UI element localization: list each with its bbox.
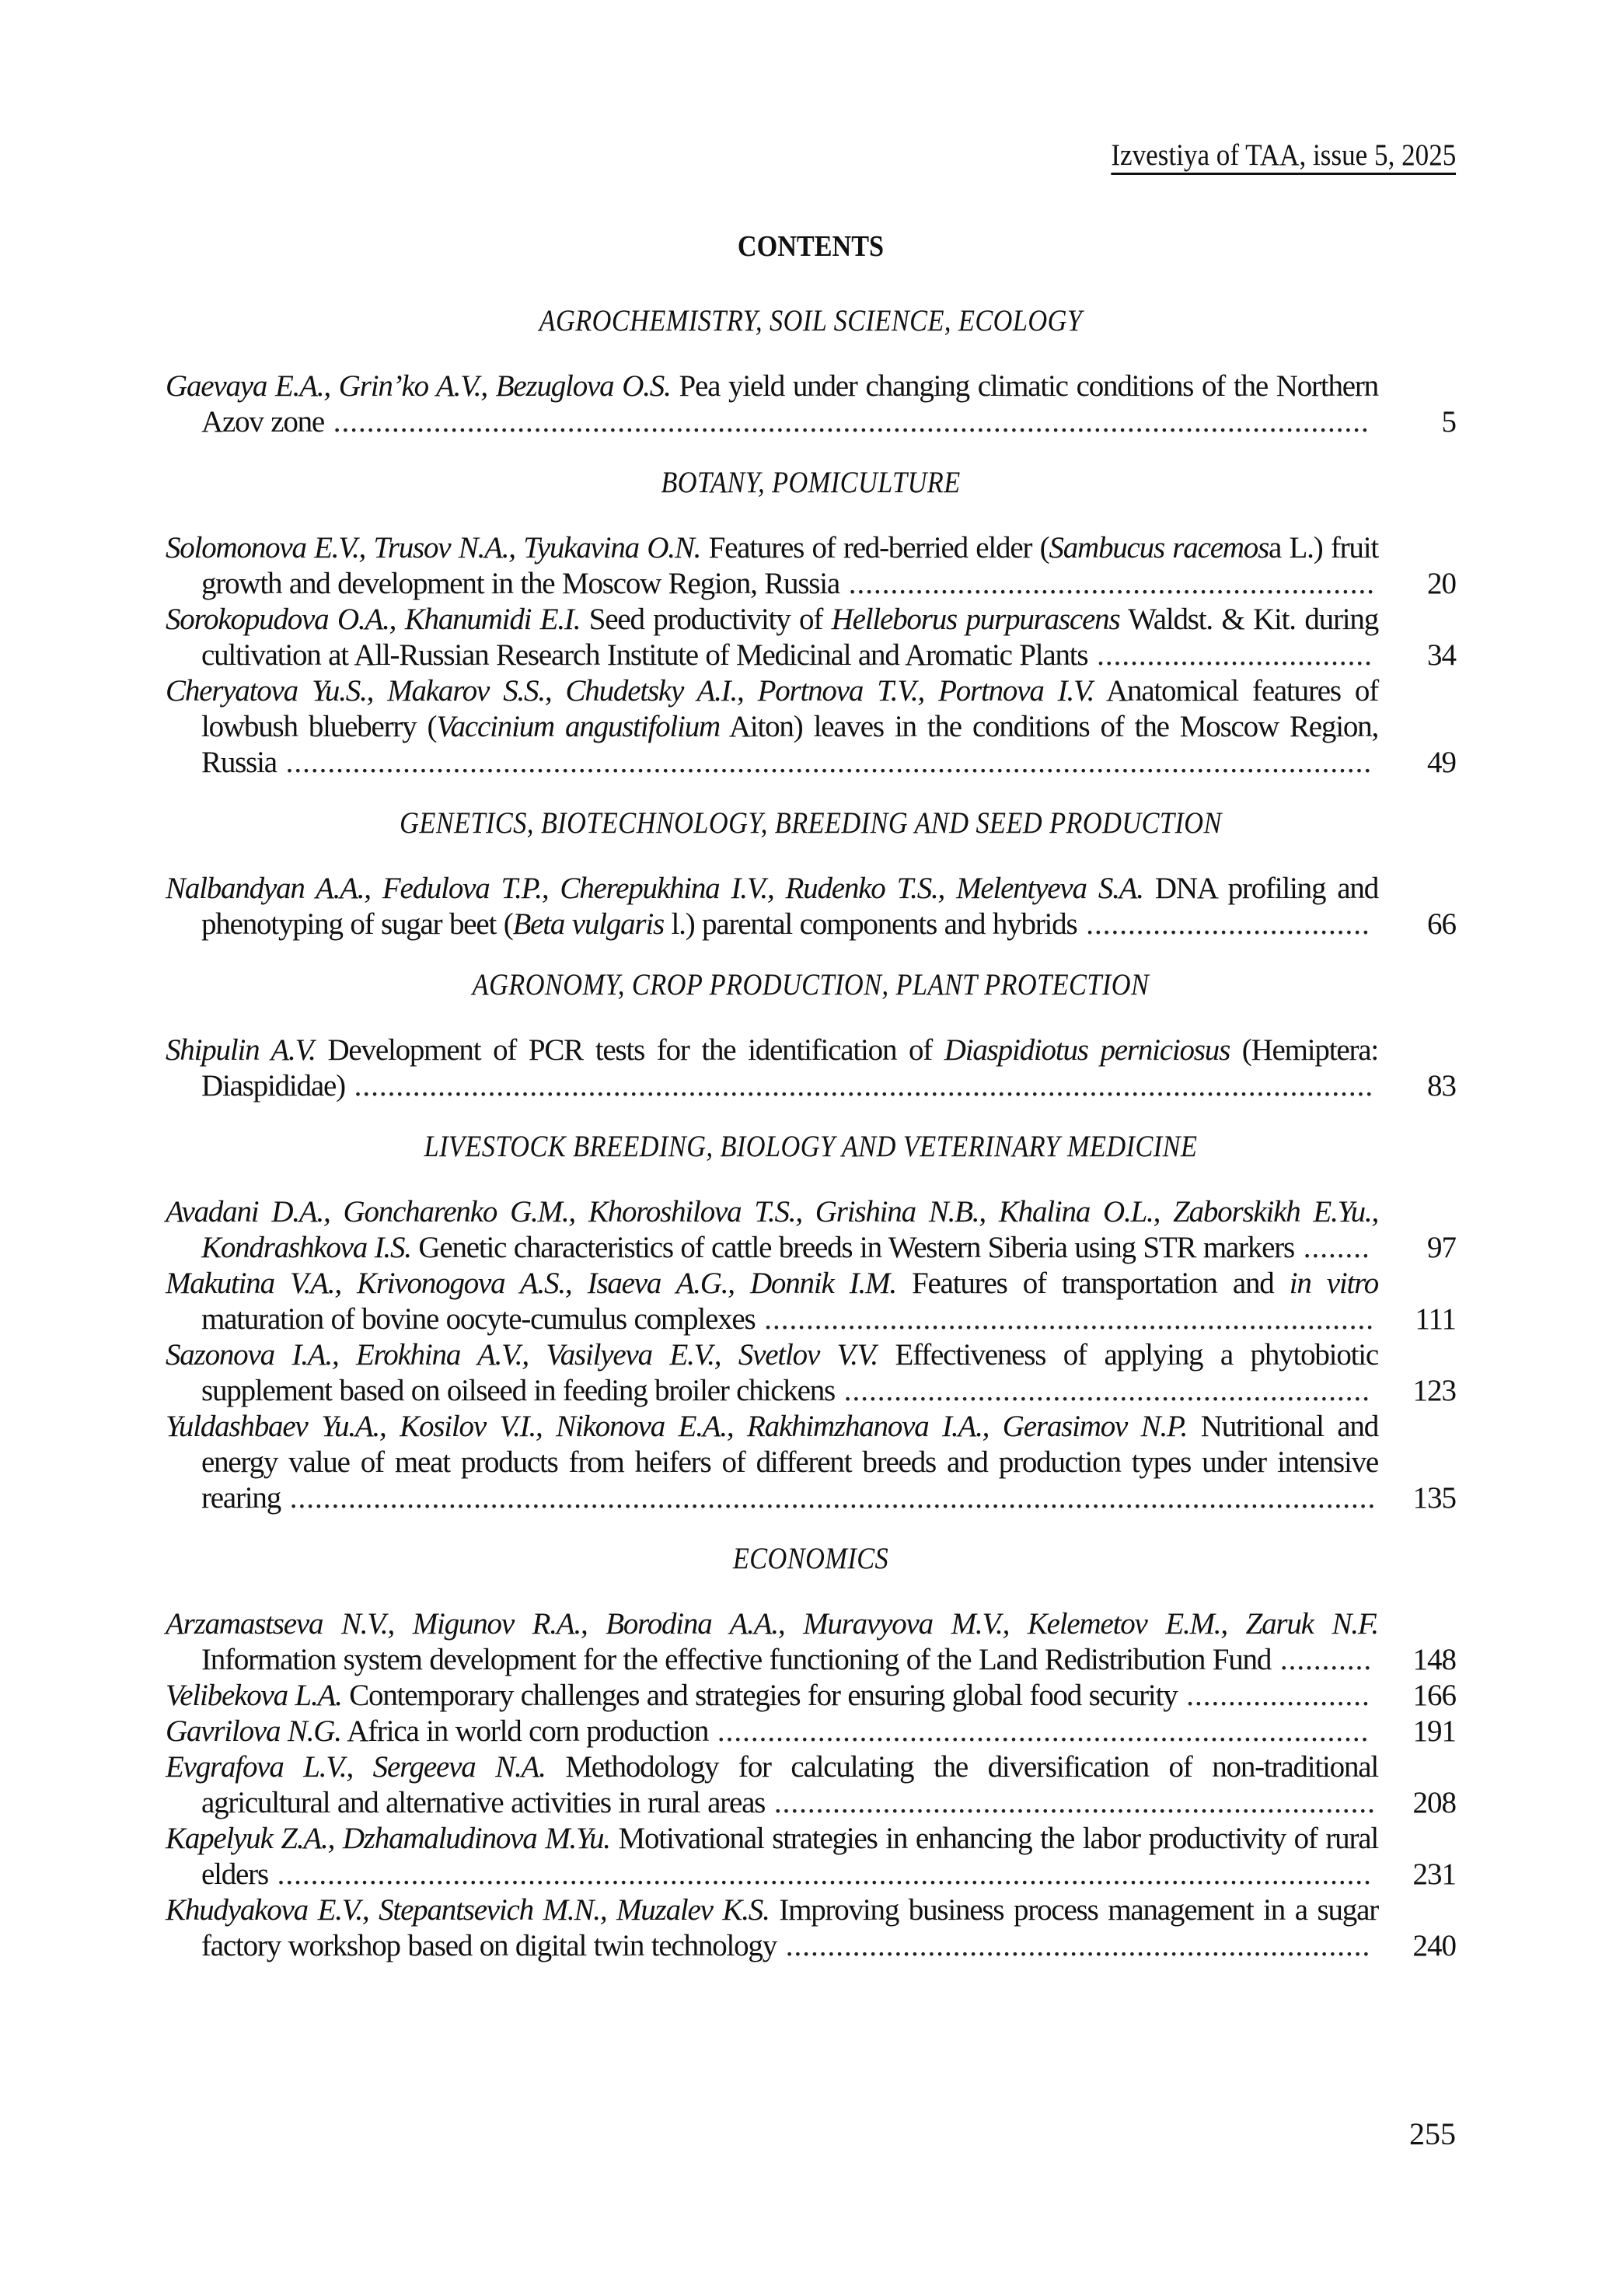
entry-page-number: 83 bbox=[1427, 1069, 1456, 1103]
entry-title-segment: Improving business process management in a sugar factory workshop based on digital twin technology bbox=[201, 1893, 1378, 1962]
dot-leader: .......................................................................................................................... bbox=[344, 1069, 1374, 1103]
toc-section bbox=[166, 1541, 1456, 1964]
toc-entry[interactable] bbox=[166, 1749, 1456, 1821]
entry-title bbox=[166, 1194, 1378, 1266]
dot-leader: ................................................................................................................................... bbox=[267, 1857, 1372, 1891]
entry-title-segment: Methodology for calculating the diversification of non-traditional agricultural and alternative activities in rural areas bbox=[201, 1750, 1379, 1819]
entry-title-segment: Sambucus racemos bbox=[1049, 531, 1269, 564]
entry-page-number: 231 bbox=[1412, 1857, 1456, 1891]
dot-leader: ...................................................................... bbox=[777, 1929, 1371, 1962]
page-number: 255 bbox=[1409, 2116, 1456, 2151]
section-heading: BOTANY, POMICULTURE bbox=[661, 466, 961, 499]
entry-title-segment: (Hemiptera: Diaspididae) bbox=[201, 1033, 1379, 1103]
entry-page-number: 240 bbox=[1412, 1929, 1456, 1962]
entry-authors: Kapelyuk Z.A., Dzhamaludinova M.Yu. bbox=[166, 1822, 610, 1855]
toc-entry[interactable] bbox=[166, 1714, 1456, 1749]
entry-title-segment: a L.) fruit growth and development in the Moscow Region, Russia bbox=[201, 531, 1378, 600]
table-of-contents bbox=[166, 303, 1456, 1989]
toc-entry[interactable] bbox=[166, 530, 1456, 602]
toc-entry[interactable] bbox=[166, 1678, 1456, 1714]
entry-title-segment: Beta vulgaris bbox=[512, 907, 664, 941]
dot-leader: ........ bbox=[1294, 1231, 1370, 1264]
entry-page-number: 191 bbox=[1412, 1714, 1456, 1748]
entry-authors: Nalbandyan A.A., Fedulova T.P., Cherepukhina I.V., Rudenko T.S., Melentyeva S.A. bbox=[166, 872, 1143, 905]
entry-title-segment: Motivational strategies in enhancing the labor productivity of rural elders bbox=[201, 1822, 1378, 1891]
dot-leader: .................................................................................................................................. bbox=[281, 1481, 1377, 1515]
section-heading: AGRONOMY, CROP PRODUCTION, PLANT PROTECTION bbox=[472, 968, 1150, 1001]
entry-title bbox=[166, 530, 1378, 602]
entry-title bbox=[166, 1033, 1378, 1104]
entry-title-segment: Effectiveness of applying a phytobiotic supplement based on oilseed in feeding broiler chickens bbox=[201, 1338, 1378, 1407]
toc-entry[interactable] bbox=[166, 1337, 1456, 1409]
dot-leader: ............................................................... bbox=[839, 567, 1376, 600]
entry-title-segment: Development of PCR tests for the identification of bbox=[315, 1033, 944, 1067]
entry-title-segment: Aiton) leaves in the conditions of the Moscow Region, Russia bbox=[201, 710, 1378, 779]
entry-page-number: 5 bbox=[1441, 405, 1456, 439]
entry-title-segment: Africa in world corn production bbox=[340, 1714, 709, 1748]
entry-title bbox=[166, 1409, 1378, 1516]
entry-page-number: 97 bbox=[1427, 1231, 1456, 1264]
toc-section bbox=[166, 967, 1456, 1104]
entry-authors: Shipulin A.V. bbox=[166, 1033, 316, 1067]
entry-authors: Solomonova E.V., Trusov N.A., Tyukavina O.N. bbox=[166, 531, 701, 564]
toc-entry[interactable] bbox=[166, 871, 1456, 942]
entry-authors: Evgrafova L.V., Sergeeva N.A. bbox=[166, 1750, 546, 1784]
entry-authors: Khudyakova E.V., Stepantsevich M.N., Muzalev K.S. bbox=[166, 1893, 770, 1927]
dot-leader: .................................................................................................................................. bbox=[276, 746, 1373, 779]
dot-leader: .................................. bbox=[1077, 907, 1370, 941]
entry-title-segment: Nutritional and energy value of meat products from heifers of different breeds and production types under intensive rearing bbox=[201, 1410, 1379, 1515]
entry-title bbox=[166, 1821, 1378, 1892]
entry-title-segment: l.) parental components and hybrids bbox=[663, 907, 1077, 941]
entry-title bbox=[166, 673, 1378, 781]
entry-authors: Yuldashbaev Yu.A., Kosilov V.I., Nikonova E.A., Rakhimzhanova I.A., Gerasimov N.P. bbox=[166, 1410, 1188, 1443]
toc-entry[interactable] bbox=[166, 1821, 1456, 1892]
entry-title-segment: Features of red-berried elder ( bbox=[700, 531, 1049, 564]
entry-title bbox=[166, 1266, 1378, 1337]
entry-page-number: 66 bbox=[1427, 907, 1456, 941]
entry-title-segment: Helleborus purpurascens bbox=[831, 603, 1120, 636]
entry-authors: Gaevaya E.A., Grin’ko A.V., Bezuglova O.S. bbox=[166, 369, 671, 403]
toc-entry[interactable] bbox=[166, 1892, 1456, 1964]
toc-entry[interactable] bbox=[166, 1409, 1456, 1516]
entry-title-segment: Features of transportation and bbox=[895, 1267, 1290, 1300]
entry-title-segment: Diaspidiotus perniciosus bbox=[944, 1033, 1230, 1067]
entry-title-segment: Information system development for the effective functioning of the Land Redistribution Fund bbox=[201, 1643, 1272, 1676]
entry-title bbox=[166, 369, 1378, 440]
entry-page-number: 34 bbox=[1427, 638, 1456, 672]
toc-entry[interactable] bbox=[166, 602, 1456, 673]
entry-title bbox=[166, 602, 1378, 673]
entry-authors: Arzamastseva N.V., Migunov R.A., Borodina A.A., Muravyova M.V., Kelemetov E.M., Zaruk N.F. bbox=[166, 1607, 1378, 1641]
entry-page-number: 166 bbox=[1412, 1679, 1456, 1712]
entry-title bbox=[166, 1749, 1378, 1821]
entry-title-segment: Pea yield under changing climatic conditions of the Northern Azov zone bbox=[201, 369, 1378, 439]
dot-leader: ........... bbox=[1271, 1643, 1373, 1676]
toc-section bbox=[166, 806, 1456, 942]
entry-authors: Velibekova L.A. bbox=[166, 1679, 342, 1712]
entry-title-segment: in vitro bbox=[1289, 1267, 1378, 1300]
entry-authors: Makutina V.A., Krivonogova A.S., Isaeva A.G., Donnik I.M. bbox=[166, 1267, 896, 1300]
entry-title-segment: Seed productivity of bbox=[580, 603, 832, 636]
entry-title-segment: Anatomical features of lowbush blueberry ( bbox=[201, 674, 1378, 743]
entry-page-number: 123 bbox=[1412, 1374, 1456, 1407]
toc-entry[interactable] bbox=[166, 1266, 1456, 1337]
entry-page-number: 135 bbox=[1412, 1481, 1456, 1515]
section-heading: LIVESTOCK BREEDING, BIOLOGY AND VETERINARY MEDICINE bbox=[424, 1130, 1198, 1163]
entry-title bbox=[166, 1606, 1378, 1678]
entry-title bbox=[166, 1892, 1378, 1964]
entry-title-segment: Genetic characteristics of cattle breeds in Western Siberia using STR markers bbox=[410, 1231, 1295, 1264]
section-heading: GENETICS, BIOTECHNOLOGY, BREEDING AND SEED PRODUCTION bbox=[400, 806, 1222, 840]
toc-entry[interactable] bbox=[166, 1033, 1456, 1104]
entry-page-number: 49 bbox=[1427, 746, 1456, 779]
dot-leader: .............................................................................. bbox=[708, 1714, 1370, 1748]
toc-entry[interactable] bbox=[166, 673, 1456, 781]
entry-title bbox=[166, 1337, 1378, 1409]
entry-page-number: 208 bbox=[1412, 1786, 1456, 1819]
entry-title-segment: Contemporary challenges and strategies for ensuring global food security bbox=[341, 1679, 1178, 1712]
entry-page-number: 148 bbox=[1412, 1643, 1456, 1676]
dot-leader: ...................... bbox=[1177, 1679, 1370, 1712]
running-head: Izvestiya of TAA, issue 5, 2025 bbox=[1111, 138, 1456, 175]
entry-authors: Sazonova I.A., Erokhina A.V., Vasilyeva E.V., Svetlov V.V. bbox=[166, 1338, 878, 1372]
contents-title: CONTENTS bbox=[737, 230, 885, 263]
dot-leader: ............................................................... bbox=[835, 1374, 1370, 1407]
toc-entry[interactable] bbox=[166, 369, 1456, 440]
dot-leader: ........................................................................ bbox=[765, 1786, 1376, 1819]
toc-entry[interactable] bbox=[166, 1606, 1456, 1678]
toc-section bbox=[166, 465, 1456, 781]
entry-title-segment: Vaccinium angustifolium bbox=[436, 710, 720, 743]
dot-leader: ......................................................................... bbox=[755, 1302, 1374, 1336]
entry-authors: Avadani D.A., Goncharenko G.M., Khoroshilova T.S., Grishina N.B., Khalina O.L., Zaborskikh E.Yu., Kondrashkova I.S. bbox=[166, 1195, 1378, 1264]
entry-title-segment: maturation of bovine oocyte-cumulus complexes bbox=[201, 1302, 756, 1336]
section-heading: AGROCHEMISTRY, SOIL SCIENCE, ECOLOGY bbox=[539, 304, 1083, 337]
entry-authors: Sorokopudova O.A., Khanumidi E.I. bbox=[166, 603, 581, 636]
entry-title-segment: Waldst. & Kit. during cultivation at All-Russian Research Institute of Medicinal and Aromatic Plants bbox=[201, 603, 1378, 672]
section-heading: ECONOMICS bbox=[732, 1542, 889, 1575]
entry-title-segment: DNA profiling and phenotyping of sugar beet ( bbox=[201, 872, 1378, 941]
entry-page-number: 20 bbox=[1427, 567, 1456, 600]
entry-title bbox=[166, 1714, 1378, 1749]
entry-authors: Gavrilova N.G. bbox=[166, 1714, 341, 1748]
toc-entry[interactable] bbox=[166, 1194, 1456, 1266]
entry-title bbox=[166, 871, 1378, 942]
toc-section bbox=[166, 303, 1456, 440]
dot-leader: ................................. bbox=[1087, 638, 1373, 672]
dot-leader: ............................................................................................................................ bbox=[324, 405, 1370, 439]
entry-title bbox=[166, 1678, 1378, 1714]
toc-section bbox=[166, 1129, 1456, 1516]
entry-page-number: 111 bbox=[1415, 1302, 1456, 1336]
entry-authors: Cheryatova Yu.S., Makarov S.S., Chudetsky A.I., Portnova T.V., Portnova I.V. bbox=[166, 674, 1094, 708]
